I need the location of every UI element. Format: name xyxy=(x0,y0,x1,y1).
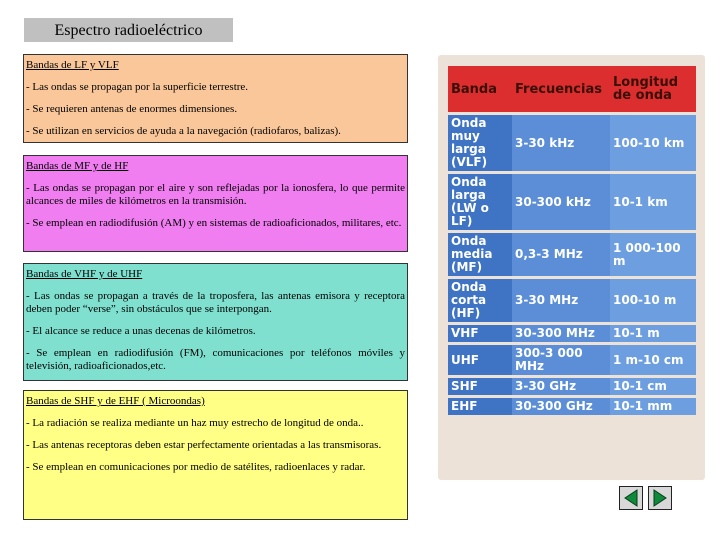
section-heading: Bandas de MF y de HF xyxy=(26,160,129,172)
wavelength-cell: 1 000-100 m xyxy=(610,233,696,276)
section-item: - Se utilizan en servicios de ayuda a la navegación (radiofaros, balizas). xyxy=(26,125,341,137)
table-header-row xyxy=(448,66,696,112)
table-row xyxy=(448,279,696,322)
band-cell: VHF xyxy=(448,325,512,342)
header-longitud: Longitud de onda xyxy=(610,66,696,112)
wavelength-cell: 100-10 km xyxy=(610,115,696,171)
wavelength-cell: 10-1 cm xyxy=(610,378,696,395)
wavelength-cell: 10-1 km xyxy=(610,174,696,230)
arrow-right-icon xyxy=(649,487,671,509)
table-row xyxy=(448,174,696,230)
section-heading: Bandas de VHF y de UHF xyxy=(26,268,143,280)
band-cell: Onda media (MF) xyxy=(448,233,512,276)
band-cell: UHF xyxy=(448,345,512,375)
arrow-left-icon xyxy=(620,487,642,509)
frequency-cell: 0,3-3 MHz xyxy=(512,233,610,276)
section-vhf-uhf xyxy=(23,263,408,381)
section-lf-vlf xyxy=(23,54,408,143)
wavelength-cell: 10-1 mm xyxy=(610,398,696,415)
frequency-cell: 300-3 000 MHz xyxy=(512,345,610,375)
table-row xyxy=(448,325,696,342)
slide-title: Espectro radioeléctrico xyxy=(24,18,233,42)
section-mf-hf xyxy=(23,155,408,252)
band-cell: Onda muy larga (VLF) xyxy=(448,115,512,171)
table-row xyxy=(448,233,696,276)
frequency-cell: 3-30 MHz xyxy=(512,279,610,322)
frequency-cell: 3-30 GHz xyxy=(512,378,610,395)
band-cell: EHF xyxy=(448,398,512,415)
frequency-cell: 30-300 kHz xyxy=(512,174,610,230)
band-cell: SHF xyxy=(448,378,512,395)
bands-table xyxy=(448,63,696,418)
band-cell: Onda larga (LW o LF) xyxy=(448,174,512,230)
header-frecuencias: Frecuencias xyxy=(512,66,610,112)
section-item: - La radiación se realiza mediante un haz muy estrecho de longitud de onda.. xyxy=(26,417,364,429)
section-shf-ehf xyxy=(23,390,408,520)
section-heading: Bandas de LF y VLF xyxy=(26,59,119,71)
band-cell: Onda corta (HF) xyxy=(448,279,512,322)
table-row xyxy=(448,115,696,171)
section-item: - Se requieren antenas de enormes dimensiones. xyxy=(26,103,238,115)
wavelength-cell: 100-10 m xyxy=(610,279,696,322)
wavelength-cell: 1 m-10 cm xyxy=(610,345,696,375)
header-banda: Banda xyxy=(448,66,512,112)
section-item: - Se emplean en radiodifusión (AM) y en sistemas de radioaficionados, militares, etc. xyxy=(26,217,402,229)
section-item: - Las ondas se propagan a través de la troposfera, las antenas emisora y receptora deben poder “verse”, sin obstáculos que se interpongan. xyxy=(26,290,405,315)
table-row xyxy=(448,378,696,395)
section-item: - Se emplean en comunicaciones por medio de satélites, radioenlaces y radar. xyxy=(26,461,366,473)
section-item: - Las ondas se propagan por el aire y son reflejadas por la ionosfera, lo que permite alcances de miles de kilómetros en la transmisión. xyxy=(26,182,405,207)
section-heading: Bandas de SHF y de EHF ( Microondas) xyxy=(26,395,205,407)
frequency-cell: 30-300 GHz xyxy=(512,398,610,415)
section-item: - Se emplean en radiodifusión (FM), comunicaciones por teléfonos móviles y televisión, radioaficionados,etc. xyxy=(26,347,405,372)
frequency-cell: 30-300 MHz xyxy=(512,325,610,342)
frequency-cell: 3-30 kHz xyxy=(512,115,610,171)
previous-slide-button[interactable] xyxy=(619,486,643,510)
section-item: - Las antenas receptoras deben estar perfectamente orientadas a las transmisoras. xyxy=(26,439,382,451)
next-slide-button[interactable] xyxy=(648,486,672,510)
section-item: - Las ondas se propagan por la superficie terrestre. xyxy=(26,81,249,93)
table-row xyxy=(448,398,696,415)
wavelength-cell: 10-1 m xyxy=(610,325,696,342)
table-row xyxy=(448,345,696,375)
frequency-bands-table-photo xyxy=(438,55,705,480)
section-item: - El alcance se reduce a unas decenas de kilómetros. xyxy=(26,325,256,337)
